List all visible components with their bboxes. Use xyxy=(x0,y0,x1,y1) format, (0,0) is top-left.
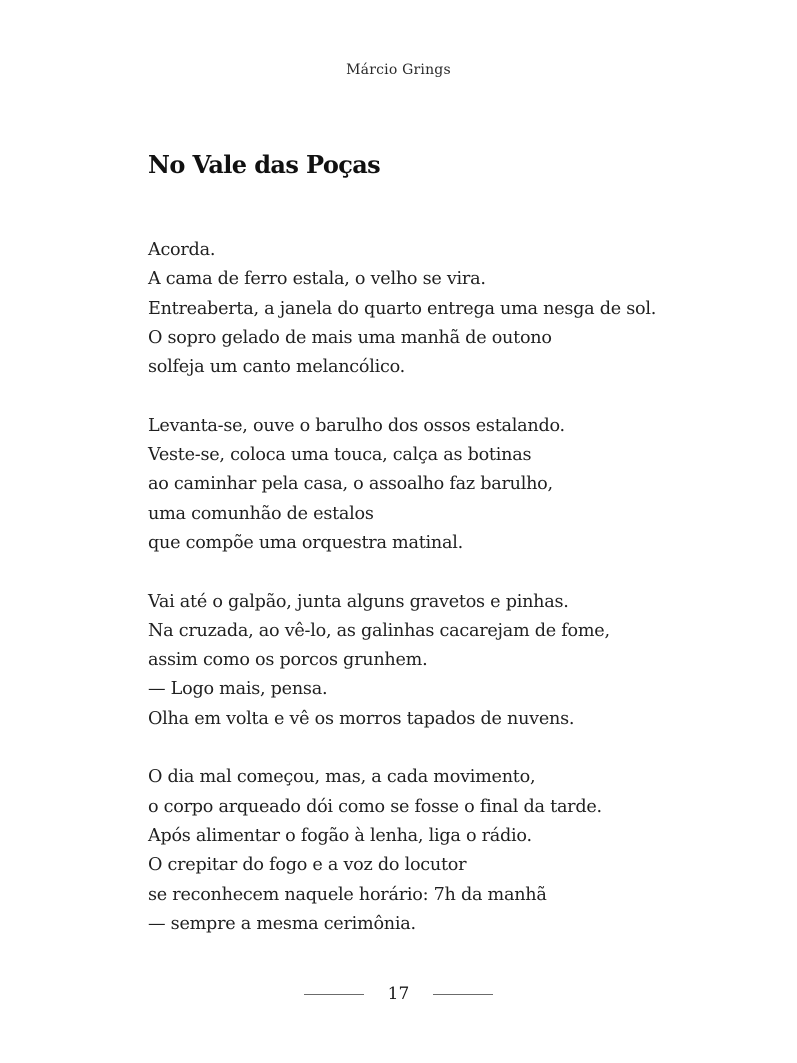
footer-rule-left xyxy=(304,994,364,995)
verse: o corpo arqueado dói como se fosse o final da tarde. xyxy=(148,796,602,817)
verse: A cama de ferro estala, o velho se vira. xyxy=(148,269,486,290)
verse: — sempre a mesma cerimônia. xyxy=(148,913,416,934)
poem-title: No Vale das Poças xyxy=(148,150,381,179)
verse: uma comunhão de estalos xyxy=(148,503,374,524)
verse: se reconhecem naquele horário: 7h da manhã xyxy=(148,884,547,905)
poem-body xyxy=(148,236,708,939)
verse: O sopro gelado de mais uma manhã de outono xyxy=(148,327,552,348)
verse: Na cruzada, ao vê-lo, as galinhas cacarejam de fome, xyxy=(148,620,610,641)
stanza-4 xyxy=(148,763,708,939)
verse: Acorda. xyxy=(148,240,216,260)
stanza-3 xyxy=(148,588,708,734)
verse: Olha em volta e vê os morros tapados de nuvens. xyxy=(148,708,575,729)
verse: Vai até o galpão, junta alguns gravetos e pinhas. xyxy=(148,591,569,612)
stanza-2 xyxy=(148,412,708,558)
verse: solfeja um canto melancólico. xyxy=(148,357,405,378)
verse: Após alimentar o fogão à lenha, liga o rádio. xyxy=(148,825,532,846)
verse: Levanta-se, ouve o barulho dos ossos estalando. xyxy=(148,415,565,436)
verse: O crepitar do fogo e a voz do locutor xyxy=(148,855,467,876)
verse: Veste-se, coloca uma touca, calça as botinas xyxy=(148,445,532,466)
footer-rule-right xyxy=(433,994,493,995)
running-header-author: Márcio Grings xyxy=(346,62,451,78)
verse: — Logo mais, pensa. xyxy=(148,679,328,700)
verse: ao caminhar pela casa, o assoalho faz barulho, xyxy=(148,474,553,495)
page-number: 17 xyxy=(387,984,410,1004)
stanza-1 xyxy=(148,236,708,382)
verse: Entreaberta, a janela do quarto entrega uma nesga de sol. xyxy=(148,298,657,319)
verse: assim como os porcos grunhem. xyxy=(148,650,428,671)
page-footer xyxy=(0,984,797,1004)
verse: que compõe uma orquestra matinal. xyxy=(148,532,463,553)
verse: O dia mal começou, mas, a cada movimento, xyxy=(148,767,536,788)
